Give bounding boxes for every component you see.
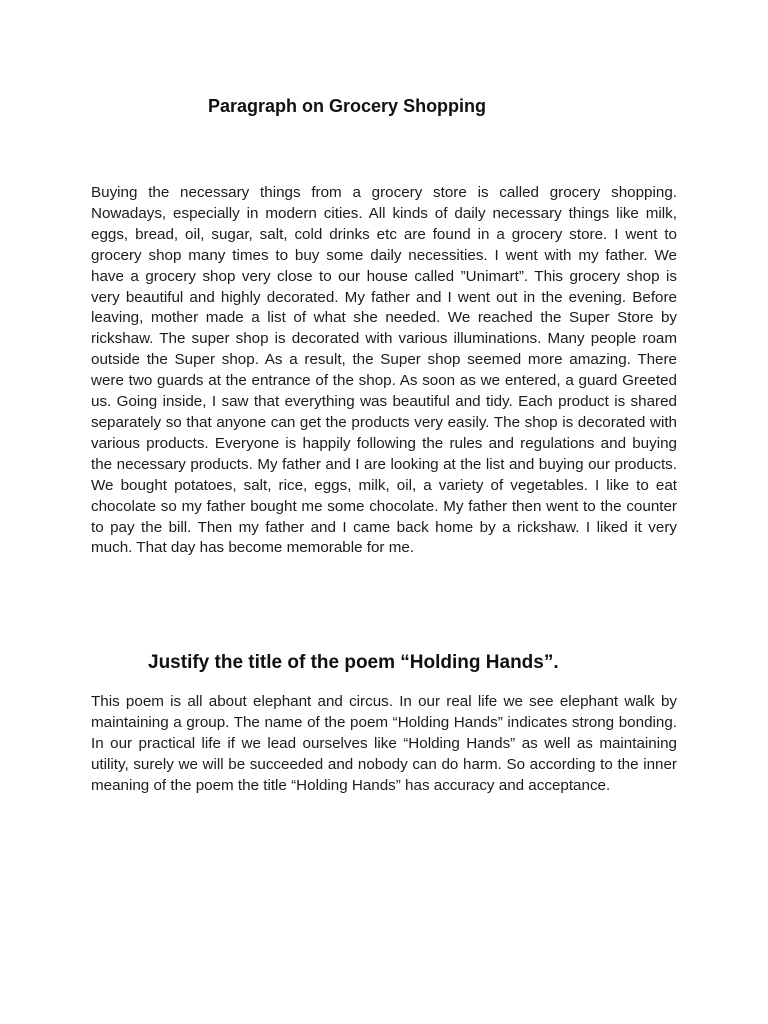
holding-hands-answer-paragraph: This poem is all about elephant and circus. In our real life we see elephant walk by maintaining a group. The name of the poem “Holding Hands” indicates strong bonding. In our practical life if we lead ourselves like “Holding Hands” as well as maintaining utility, surely we will be succeeded and nobody can do harm. So according to the inner meaning of the poem the title “Holding Hands” has accuracy and acceptance. — [91, 693, 677, 794]
grocery-shopping-title: Paragraph on Grocery Shopping — [208, 96, 487, 116]
grocery-shopping-paragraph: Buying the necessary things from a grocery store is called grocery shopping. Nowadays, especially in modern cities. All kinds of daily necessary things like milk, eggs, bread, oil, sugar, salt, cold drinks etc are found in a grocery store. I went to grocery shop many times to buy some daily necessities. I went with my father. We have a grocery shop very close to our house called ”Unimart”. This grocery shop is very beautiful and highly decorated. My father and I went out in the evening. Before leaving, mother made a list of what she needed. We reached the Super Store by rickshaw. The super shop is decorated with various illuminations. Many people roam outside the Super shop. As a result, the Super shop seemed more amazing. There were two guards at the entrance of the shop. As soon as we entered, a guard Greeted us. Going inside, I saw that everything was beautiful and tidy. Each product is shared separately so that anyone can get the products very easily. The shop is decorated with various products. Everyone is happily following the rules and regulations and buying the necessary products. My father and I are looking at the list and buying our products. We bought potatoes, salt, rice, eggs, milk, oil, a variety of vegetables. I like to eat chocolate so my father bought me some chocolate. My father then went to the counter to pay the bill. Then my father and I came back home by a rickshaw. I liked it very much. That day has become memorable for me. — [91, 184, 677, 557]
holding-hands-question-title: Justify the title of the poem “Holding Hands”. — [148, 652, 559, 673]
